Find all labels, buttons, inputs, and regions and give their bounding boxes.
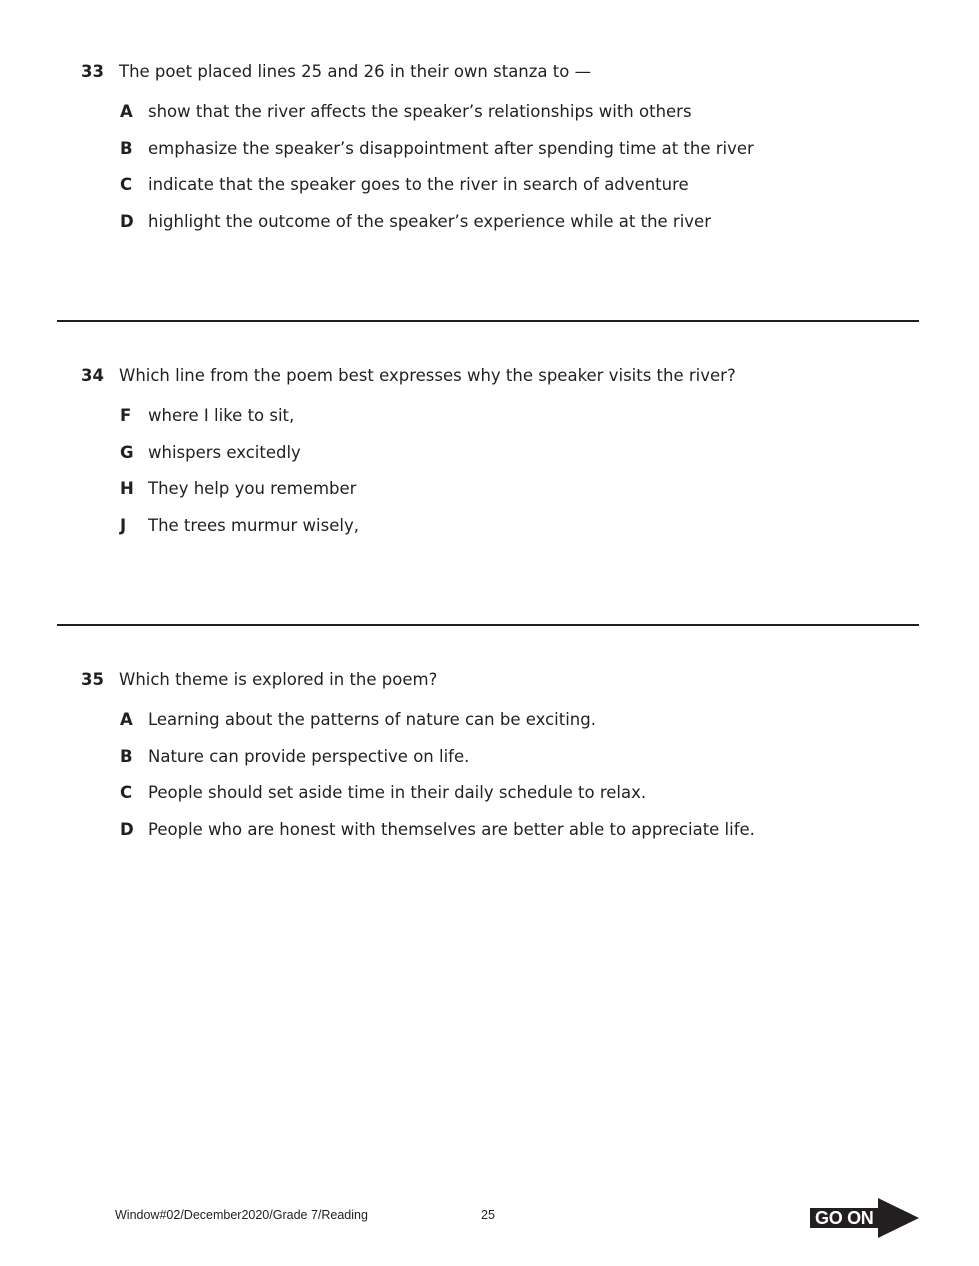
- option-letter: D: [120, 211, 134, 231]
- option-letter: B: [120, 746, 133, 766]
- answer-options: [81, 102, 941, 248]
- question-text: The poet placed lines 25 and 26 in their own stanza to —: [119, 62, 592, 81]
- option-letter: B: [120, 138, 133, 158]
- answer-option-f[interactable]: [120, 406, 941, 443]
- footer-document-id: Window#02/December2020/Grade 7/Reading: [115, 1208, 368, 1222]
- option-text: They help you remember: [148, 479, 357, 498]
- answer-option-a[interactable]: [120, 102, 941, 139]
- answer-option-g[interactable]: [120, 443, 941, 480]
- answer-option-b[interactable]: [120, 747, 941, 784]
- question-33: [81, 62, 941, 248]
- option-letter: D: [120, 819, 134, 839]
- option-letter: H: [120, 479, 134, 498]
- option-text: emphasize the speaker’s disappointment after spending time at the river: [148, 138, 754, 158]
- go-on-button[interactable]: [810, 1198, 920, 1238]
- answer-options: [81, 710, 941, 856]
- option-text: Nature can provide perspective on life.: [148, 746, 470, 766]
- option-text: highlight the outcome of the speaker’s experience while at the river: [148, 211, 711, 231]
- section-divider: [57, 624, 919, 626]
- answer-option-d[interactable]: [120, 820, 941, 857]
- option-text: Learning about the patterns of nature can be exciting.: [148, 710, 596, 729]
- footer-page-number: 25: [481, 1208, 495, 1222]
- question-number: 34: [81, 366, 104, 385]
- answer-option-d[interactable]: [120, 212, 941, 249]
- section-divider: [57, 320, 919, 322]
- question-stem: [81, 62, 941, 82]
- option-text: show that the river affects the speaker’s relationships with others: [148, 102, 692, 121]
- option-text: whispers excitedly: [148, 442, 301, 462]
- answer-option-b[interactable]: [120, 139, 941, 176]
- question-text: Which line from the poem best expresses why the speaker visits the river?: [119, 366, 736, 385]
- question-stem: [81, 366, 941, 386]
- option-text: indicate that the speaker goes to the river in search of adventure: [148, 175, 689, 194]
- option-letter: G: [120, 442, 134, 462]
- answer-option-h[interactable]: [120, 479, 941, 516]
- option-letter: A: [120, 710, 133, 729]
- option-text: The trees murmur wisely,: [148, 515, 359, 535]
- answer-option-j[interactable]: [120, 516, 941, 553]
- question-number: 33: [81, 62, 104, 81]
- option-text: People who are honest with themselves are better able to appreciate life.: [148, 819, 755, 839]
- go-on-label: GO ON: [815, 1208, 874, 1228]
- answer-option-a[interactable]: [120, 710, 941, 747]
- question-34: [81, 366, 941, 552]
- answer-options: [81, 406, 941, 552]
- question-text: Which theme is explored in the poem?: [119, 670, 438, 689]
- answer-option-c[interactable]: [120, 783, 941, 820]
- option-letter: F: [120, 406, 132, 425]
- question-stem: [81, 670, 941, 690]
- option-letter: C: [120, 783, 133, 802]
- option-text: People should set aside time in their daily schedule to relax.: [148, 783, 647, 802]
- question-35: [81, 670, 941, 856]
- option-letter: A: [120, 102, 133, 121]
- answer-option-c[interactable]: [120, 175, 941, 212]
- option-letter: J: [120, 515, 127, 535]
- option-letter: C: [120, 175, 133, 194]
- option-text: where I like to sit,: [148, 406, 295, 425]
- question-number: 35: [81, 670, 104, 689]
